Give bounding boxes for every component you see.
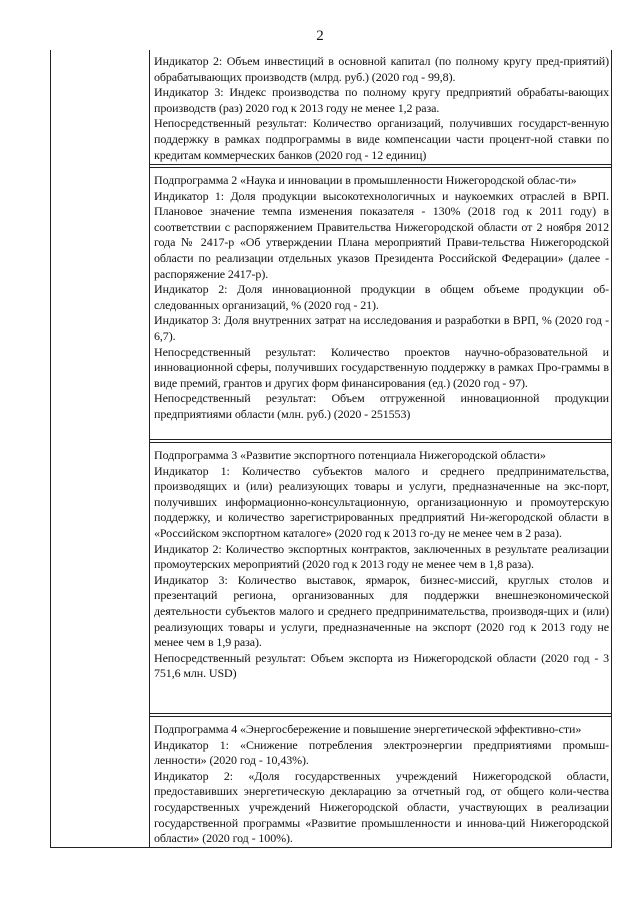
row-divider-inner xyxy=(150,442,611,443)
paragraph: Индикатор 1: Количество субъектов малого и среднего предпринимательства, производящих и (или) реализующих товары и услуги, предназначенные на экс-порт, получивших информационно-консультационную, организационную и промоутерскую поддержку, и количество зарегистрированных предприятий Ни-жегородской области в «Российском экспортном каталоге» (2020 год к 2013 го-ду не менее чем в 2 раза). xyxy=(154,463,609,540)
paragraph: Индикатор 1: Доля продукции высокотехнологичных и наукоемких отраслей в ВРП. Плановое значение темпа изменения показателя - 130% (2018 год к 2011 году) в соответствии с распоряжением Правительства Нижегородской области от 2 ноября 2012 года № 2417-р «Об утверждении Плана мероприятий Прави-тельства Нижегородской области по реализации отдельных указов Президента Российской Федерации» (далее - распоряжение 2417-р). xyxy=(154,188,609,281)
block-subprogram-2 xyxy=(150,173,611,423)
paragraph: Непосредственный результат: Объем отгруженной инновационной продукции предприятиями области (млн. руб.) (2020 - 251553) xyxy=(154,391,609,421)
paragraph: Непосредственный результат: Объем экспорта из Нижегородской области (2020 год - 3 751,6 млн. USD) xyxy=(154,650,609,681)
paragraph: Индикатор 2: Доля инновационной продукции в общем объеме продукции об-следованных организаций, % (2020 год - 21). xyxy=(154,282,609,312)
block-subprogram-4 xyxy=(150,722,611,847)
paragraph: Индикатор 2: Количество экспортных контрактов, заключенных в результате реализации промоутерских мероприятий (2020 год к 2013 году не менее чем в 1,8 раза). xyxy=(154,541,609,572)
table-right-column xyxy=(150,50,611,847)
paragraph: Подпрограмма 4 «Энергосбережение и повышение энергетической эффективно-сти» xyxy=(154,722,582,736)
paragraph: Индикатор 3: Индекс производства по полному кругу предприятий обрабаты-вающих производств (раз) 2020 год к 2013 году не менее 1,2 раза. xyxy=(154,85,609,115)
row-divider xyxy=(150,439,611,440)
block-subprogram-3 xyxy=(150,448,611,682)
row-divider xyxy=(150,164,611,165)
row-divider xyxy=(150,713,611,714)
paragraph: Индикатор 3: Количество выставок, ярмарок, бизнес-миссий, круглых столов и презентаций региона, организованных для поддержки внешнеэкономической деятельности субъектов малого и среднего предпринимательства, производя-щих и (или) реализующих товары и услуги, предназначенные на экспорт (2020 год к 2013 году не менее чем в 1,9 раза). xyxy=(154,572,609,650)
block-subprogram-1-continued xyxy=(150,54,611,163)
paragraph: Индикатор 3: Доля внутренних затрат на исследования и разработки в ВРП, % (2020 год - 6,7). xyxy=(154,313,609,343)
table-left-column xyxy=(51,50,150,847)
row-divider-inner xyxy=(150,716,611,717)
paragraph: Подпрограмма 2 «Наука и инновации в промышленности Нижегородской облас-ти» xyxy=(154,173,577,187)
program-table xyxy=(50,50,612,848)
paragraph: Подпрограмма 3 «Развитие экспортного потенциала Нижегородской области» xyxy=(154,448,546,462)
paragraph: Индикатор 2: «Доля государственных учреждений Нижегородской области, предоставивших энергетическую декларацию за отчетный год, от общего коли-чества государственных учреждений Нижегородской области, участвующих в реализации государственной программы «Развитие промышленности и иннова-ций Нижегородской области» (2020 год - 100%). xyxy=(154,768,609,846)
paragraph: Индикатор 1: «Снижение потребления электроэнергии предприятиями промыш-ленности» (2020 год - 10,43%). xyxy=(154,737,609,768)
row-divider-inner xyxy=(150,167,611,168)
paragraph: Непосредственный результат: Количество проектов научно-образовательной и инновационной сферы, получивших государственную поддержку в рамках Про-граммы в виде премий, грантов и других форм финансирования (ед.) (2020 год - 97). xyxy=(154,344,609,390)
page-number: 2 xyxy=(316,28,324,44)
paragraph: Непосредственный результат: Количество организаций, получивших государст-венную поддержку в рамках подпрограммы в виде компенсации части процент-ной ставки по кредитам коммерческих банков (2020 год - 12 единиц) xyxy=(154,116,609,162)
paragraph: Индикатор 2: Объем инвестиций в основной капитал (по полному кругу пред-приятий) обрабатывающих производств (млрд. руб.) (2020 год - 99,8). xyxy=(154,54,609,84)
